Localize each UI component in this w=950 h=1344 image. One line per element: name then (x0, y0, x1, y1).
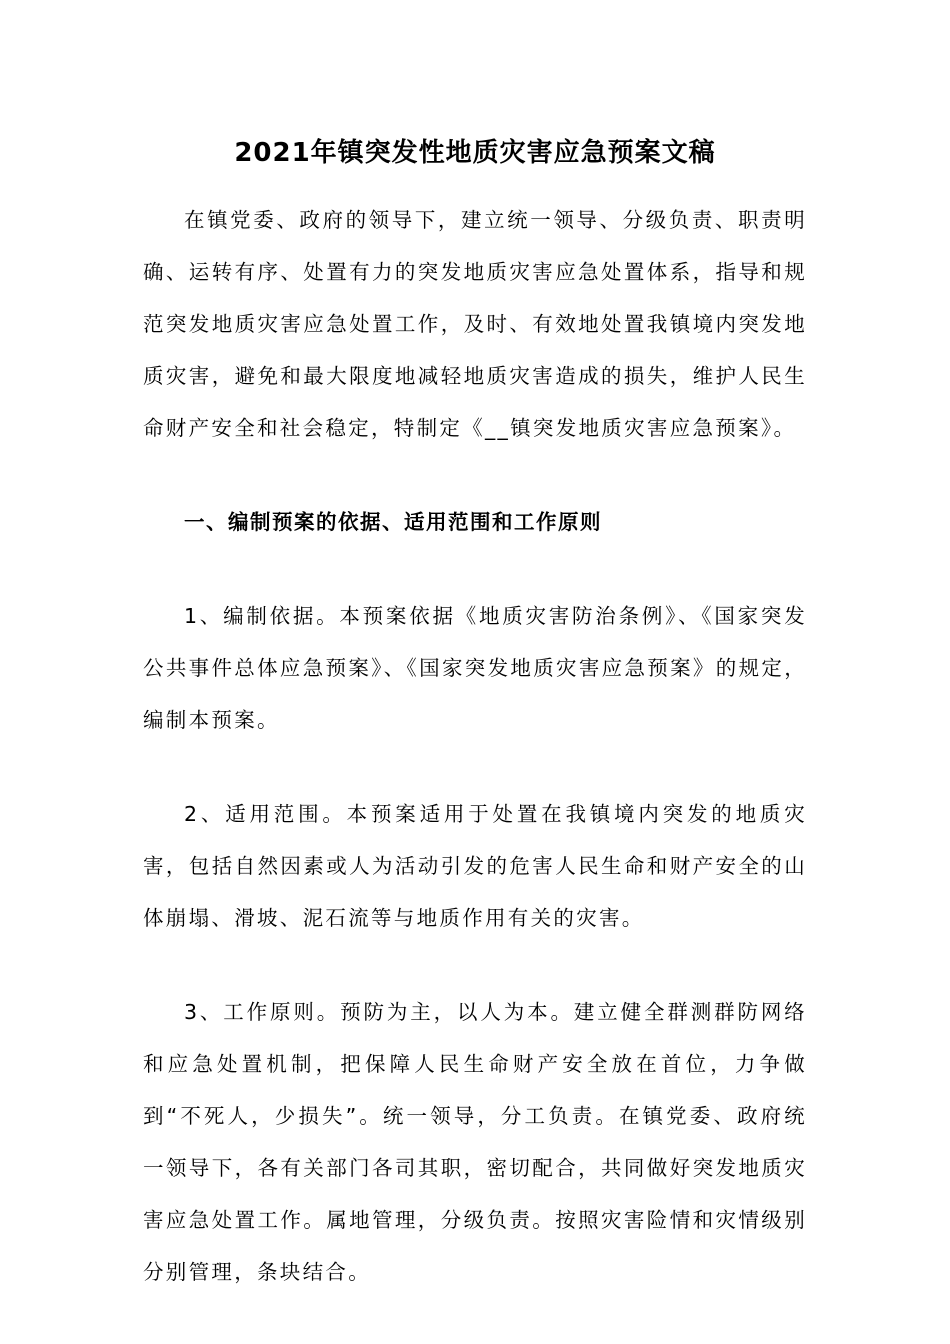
document-title: 2021年镇突发性地质灾害应急预案文稿 (234, 138, 716, 168)
spacer (143, 454, 807, 496)
spacer (143, 548, 807, 590)
item-paragraph-basis: 1、编制依据。本预案依据《地质灾害防治条例》、《国家突发公共事件总体应急预案》、《国家突发地质灾害应急预案》的规定，编制本预案。 (143, 604, 807, 732)
intro-paragraph: 在镇党委、政府的领导下，建立统一领导、分级负责、职责明确、运转有序、处置有力的突发地质灾害应急处置体系，指导和规范突发地质灾害应急处置工作，及时、有效地处置我镇境内突发地质灾害，避免和最大限度地减轻地质灾害造成的损失，维护人民生命财产安全和社会稳定，特制定《__镇突发地质灾害应急预案》。 (143, 208, 807, 440)
item-paragraph-principles: 3、工作原则。预防为主，以人为本。建立健全群测群防网络和应急处置机制，把保障人民生命财产安全放在首位，力争做到“不死人，少损失”。统一领导，分工负责。在镇党委、政府统一领导下，各有关部门各司其职，密切配合，共同做好突发地质灾害应急处置工作。属地管理，分级负责。按照灾害险情和灾情级别分别管理，条块结合。 (143, 1000, 807, 1284)
section-heading: 一、编制预案的依据、适用范围和工作原则 (184, 510, 602, 534)
item-paragraph-scope: 2、适用范围。本预案适用于处置在我镇境内突发的地质灾害，包括自然因素或人为活动引发的危害人民生命和财产安全的山体崩塌、滑坡、泥石流等与地质作用有关的灾害。 (143, 802, 807, 930)
document-body (143, 194, 807, 1298)
spacer (143, 944, 807, 986)
spacer (143, 746, 807, 788)
